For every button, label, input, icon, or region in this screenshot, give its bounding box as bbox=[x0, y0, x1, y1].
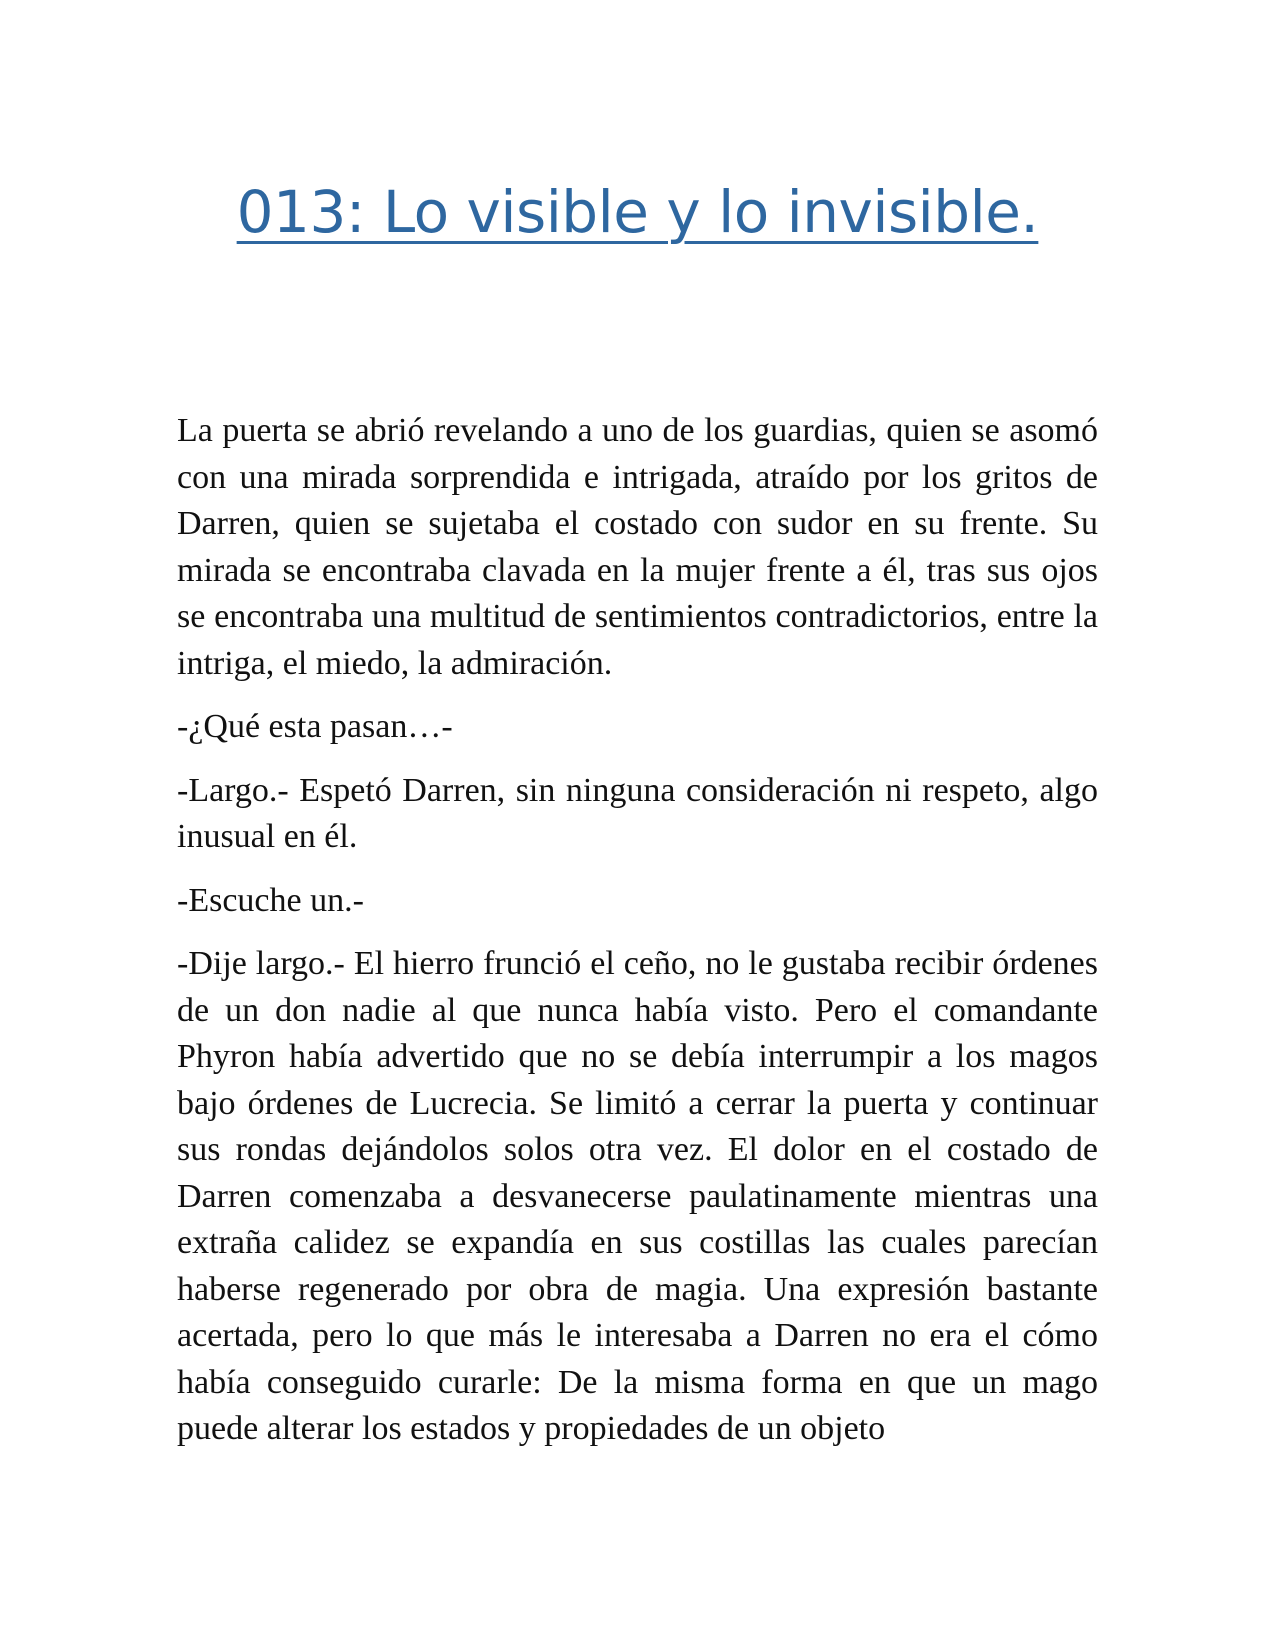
dialogue-guard-escuche: -Escuche un.- bbox=[177, 881, 364, 919]
dialogue-guard-question: -¿Qué esta pasan…- bbox=[177, 708, 453, 745]
chapter-title bbox=[0, 178, 1275, 248]
paragraph-opening: La puerta se abrió revelando a uno de los guardias, quien se asomó con una mirada sorprendida e intrigada, atraído por los gritos de Darren, quien se sujetaba el costado con sudor en su frente. Su mirada se encontraba clavada en la mujer frente a él, tras sus ojos se encontraba una multitud de sentimientos contradictorios, entre la intriga, el miedo, la admiración. bbox=[177, 412, 1098, 682]
chapter-title-text: 013: Lo visible y lo invisible. bbox=[236, 178, 1039, 246]
body-text bbox=[177, 408, 1098, 1453]
dialogue-darren-largo: -Largo.- Espetó Darren, sin ninguna consideración ni respeto, algo inusual en él. bbox=[177, 771, 1098, 855]
paragraph-dije-largo: -Dije largo.- El hierro frunció el ceño, no le gustaba recibir órdenes de un don nadie al que nunca había visto. Pero el comandante Phyron había advertido que no se debía interrumpir a los magos bajo órdenes de Lucrecia. Se limitó a cerrar la puerta y continuar sus rondas dejándolos solos otra vez. El dolor en el costado de Darren comenzaba a desvanecerse paulatinamente mientras una extraña calidez se expandía en sus costillas las cuales parecían haberse regenerado por obra de magia. Una expresión bastante acertada, pero lo que más le interesaba a Darren no era el cómo había conseguido curarle: De la misma forma en que un mago puede alterar los estados y propiedades de un objeto bbox=[177, 945, 1098, 1447]
